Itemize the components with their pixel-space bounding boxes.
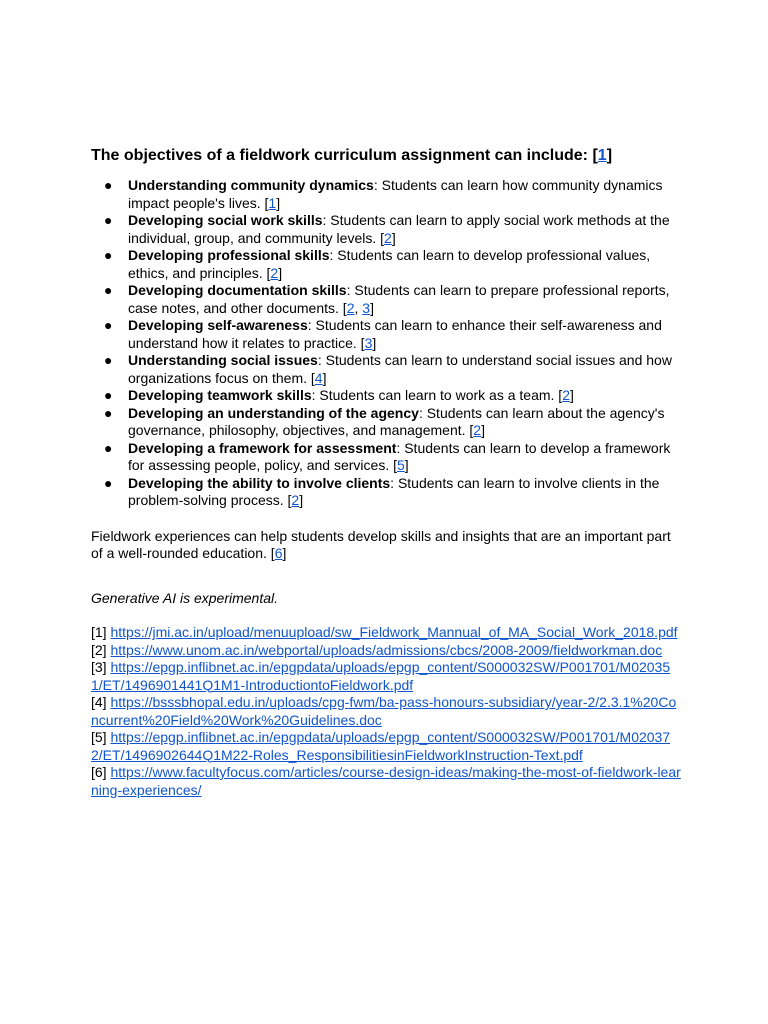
- reference-link[interactable]: https://bsssbhopal.edu.in/uploads/cpg-fwm/ba-pass-honours-subsidiary/year-2/2.3.1%20Concurrent%20Field%20Work%20Guidelines.doc: [91, 694, 677, 728]
- bullet-icon: ●: [104, 177, 113, 193]
- list-item: ● Developing social work skills: Students can learn to apply social work methods at the individual, group, and community levels. [2]: [104, 212, 670, 246]
- reference-label: [3]: [91, 659, 111, 675]
- heading-text: The objectives of a fieldwork curriculum assignment can include: [: [91, 147, 598, 164]
- bullet-icon: ●: [104, 317, 113, 333]
- objectives-list: [91, 177, 681, 510]
- reference-label: [5]: [91, 729, 111, 745]
- objective-description: : Students can learn to apply social work methods at the individual, group, and community levels. [: [128, 212, 670, 246]
- objective-description: : Students can learn to understand social issues and how organizations focus on them. [: [128, 352, 672, 386]
- objective-title: Developing self-awareness: [128, 317, 308, 333]
- citation-link[interactable]: 2: [473, 422, 482, 438]
- list-item: ● Developing self-awareness: Students can learn to enhance their self-awareness and understand how it relates to practice. [3]: [104, 317, 662, 351]
- objective-title: Understanding community dynamics: [128, 177, 374, 193]
- citation-link[interactable]: 6: [274, 545, 283, 561]
- objective-title: Developing documentation skills: [128, 282, 347, 298]
- objective-title: Developing teamwork skills: [128, 387, 312, 403]
- list-item: ● Developing a framework for assessment: Students can learn to develop a framework for assessing people, policy, and services. [5]: [104, 439, 671, 473]
- objective-title: Developing professional skills: [128, 247, 330, 263]
- reference-label: [4]: [91, 694, 111, 710]
- citation-link[interactable]: 1: [268, 194, 277, 211]
- objective-description: : Students can learn to involve clients in the problem-solving process. [: [128, 474, 660, 508]
- bullet-icon: ●: [104, 247, 113, 263]
- citation-link[interactable]: 2: [270, 264, 279, 281]
- bullet-icon: ●: [104, 474, 113, 491]
- list-item: ● Understanding social issues: Students can learn to understand social issues and how organizations focus on them. [4]: [104, 352, 672, 386]
- reference-link[interactable]: https://epgp.inflibnet.ac.in/epgpdata/uploads/epgp_content/S000032SW/P001701/M020372/ET/1496902644Q1M22-Roles_ResponsibilitiesinFieldworkInstruction-Text.pdf: [91, 729, 671, 763]
- summary-close-bracket: ]: [282, 545, 287, 561]
- summary-text: Fieldwork experiences can help students develop skills and insights that are an important part of a well-rounded education. [: [91, 527, 671, 561]
- objective-description: : Students can learn to work as a team. [: [311, 387, 563, 403]
- list-item: ● Developing an understanding of the agency: Students can learn about the agency's governance, philosophy, objectives, and management. [2]: [104, 404, 665, 438]
- list-item: ● Developing documentation skills: Students can learn to prepare professional reports, case notes, and other documents. [2, 3]: [104, 282, 670, 316]
- reference-label: [2]: [91, 641, 111, 658]
- reference-item: [91, 694, 681, 729]
- citation-link[interactable]: 3: [364, 334, 373, 351]
- reference-link[interactable]: https://www.facultyfocus.com/articles/course-design-ideas/making-the-most-of-fieldwork-learning-experiences/: [91, 764, 681, 798]
- bullet-icon: ●: [104, 439, 113, 456]
- citation-link[interactable]: 4: [314, 369, 323, 386]
- bullet-icon: ●: [104, 212, 113, 228]
- objective-title: Developing an understanding of the agency: [128, 404, 419, 421]
- ai-disclaimer: Generative AI is experimental.: [91, 589, 279, 606]
- citation-link[interactable]: 2: [562, 387, 570, 403]
- objective-title: Understanding social issues: [128, 352, 318, 368]
- objective-description: : Students can learn to develop professional values, ethics, and principles. [: [128, 247, 651, 281]
- reference-item: [91, 764, 681, 799]
- list-item: ● Developing the ability to involve clients: Students can learn to involve clients in the problem-solving process. [2]: [104, 474, 660, 508]
- list-item: ● Developing teamwork skills: Students can learn to work as a team. [2]: [104, 387, 574, 403]
- reference-label: [6]: [91, 764, 111, 780]
- reference-link[interactable]: https://epgp.inflibnet.ac.in/epgpdata/uploads/epgp_content/S000032SW/P001701/M020351/ET/1496901441Q1M1-IntroductiontoFieldwork.pdf: [91, 659, 671, 693]
- citation-link[interactable]: 2: [384, 229, 392, 246]
- reference-link[interactable]: https://www.unom.ac.in/webportal/uploads/admissions/cbcs/2008-2009/fieldworkman.doc: [110, 641, 663, 658]
- objective-description: : Students can learn to enhance their self-awareness and understand how it relates to practice. [: [128, 317, 662, 351]
- summary-paragraph: [91, 528, 681, 563]
- citation-link[interactable]: 2: [291, 492, 300, 508]
- references-list: [91, 624, 681, 799]
- heading-close-bracket: ]: [606, 147, 613, 164]
- citation-link[interactable]: 3: [362, 299, 371, 316]
- bullet-icon: ●: [104, 387, 113, 403]
- bullet-icon: ●: [104, 352, 113, 368]
- objective-title: Developing a framework for assessment: [128, 439, 397, 456]
- objective-description: : Students can learn about the agency's governance, philosophy, objectives, and management. [: [128, 404, 665, 438]
- reference-link[interactable]: https://jmi.ac.in/upload/menuupload/sw_Fieldwork_Mannual_of_MA_Social_Work_2018.pdf: [110, 624, 678, 640]
- page-title: [91, 145, 681, 167]
- objective-description: : Students can learn to prepare professional reports, case notes, and other documents. [: [128, 282, 670, 316]
- citation-link[interactable]: 2: [346, 299, 355, 316]
- document-body: [91, 145, 681, 799]
- reference-item: [91, 642, 681, 660]
- list-item: ● Developing professional skills: Students can learn to develop professional values, ethics, and principles. [2]: [104, 247, 651, 281]
- reference-label: [1]: [91, 624, 111, 640]
- objective-title: Developing the ability to involve clients: [128, 474, 391, 491]
- reference-item: [91, 624, 681, 642]
- objective-title: Developing social work skills: [128, 212, 323, 228]
- bullet-icon: ●: [104, 282, 113, 298]
- reference-item: [91, 729, 681, 764]
- reference-item: [91, 659, 681, 694]
- objective-description: : Students can learn how community dynamics impact people's lives. [: [128, 177, 663, 211]
- objective-description: : Students can learn to develop a framework for assessing people, policy, and services. [: [128, 439, 671, 473]
- citation-link[interactable]: 5: [397, 457, 405, 473]
- list-item: ● Understanding community dynamics: Students can learn how community dynamics impact people's lives. [1]: [104, 177, 663, 211]
- bullet-icon: ●: [104, 404, 113, 421]
- citation-link[interactable]: 1: [597, 147, 607, 164]
